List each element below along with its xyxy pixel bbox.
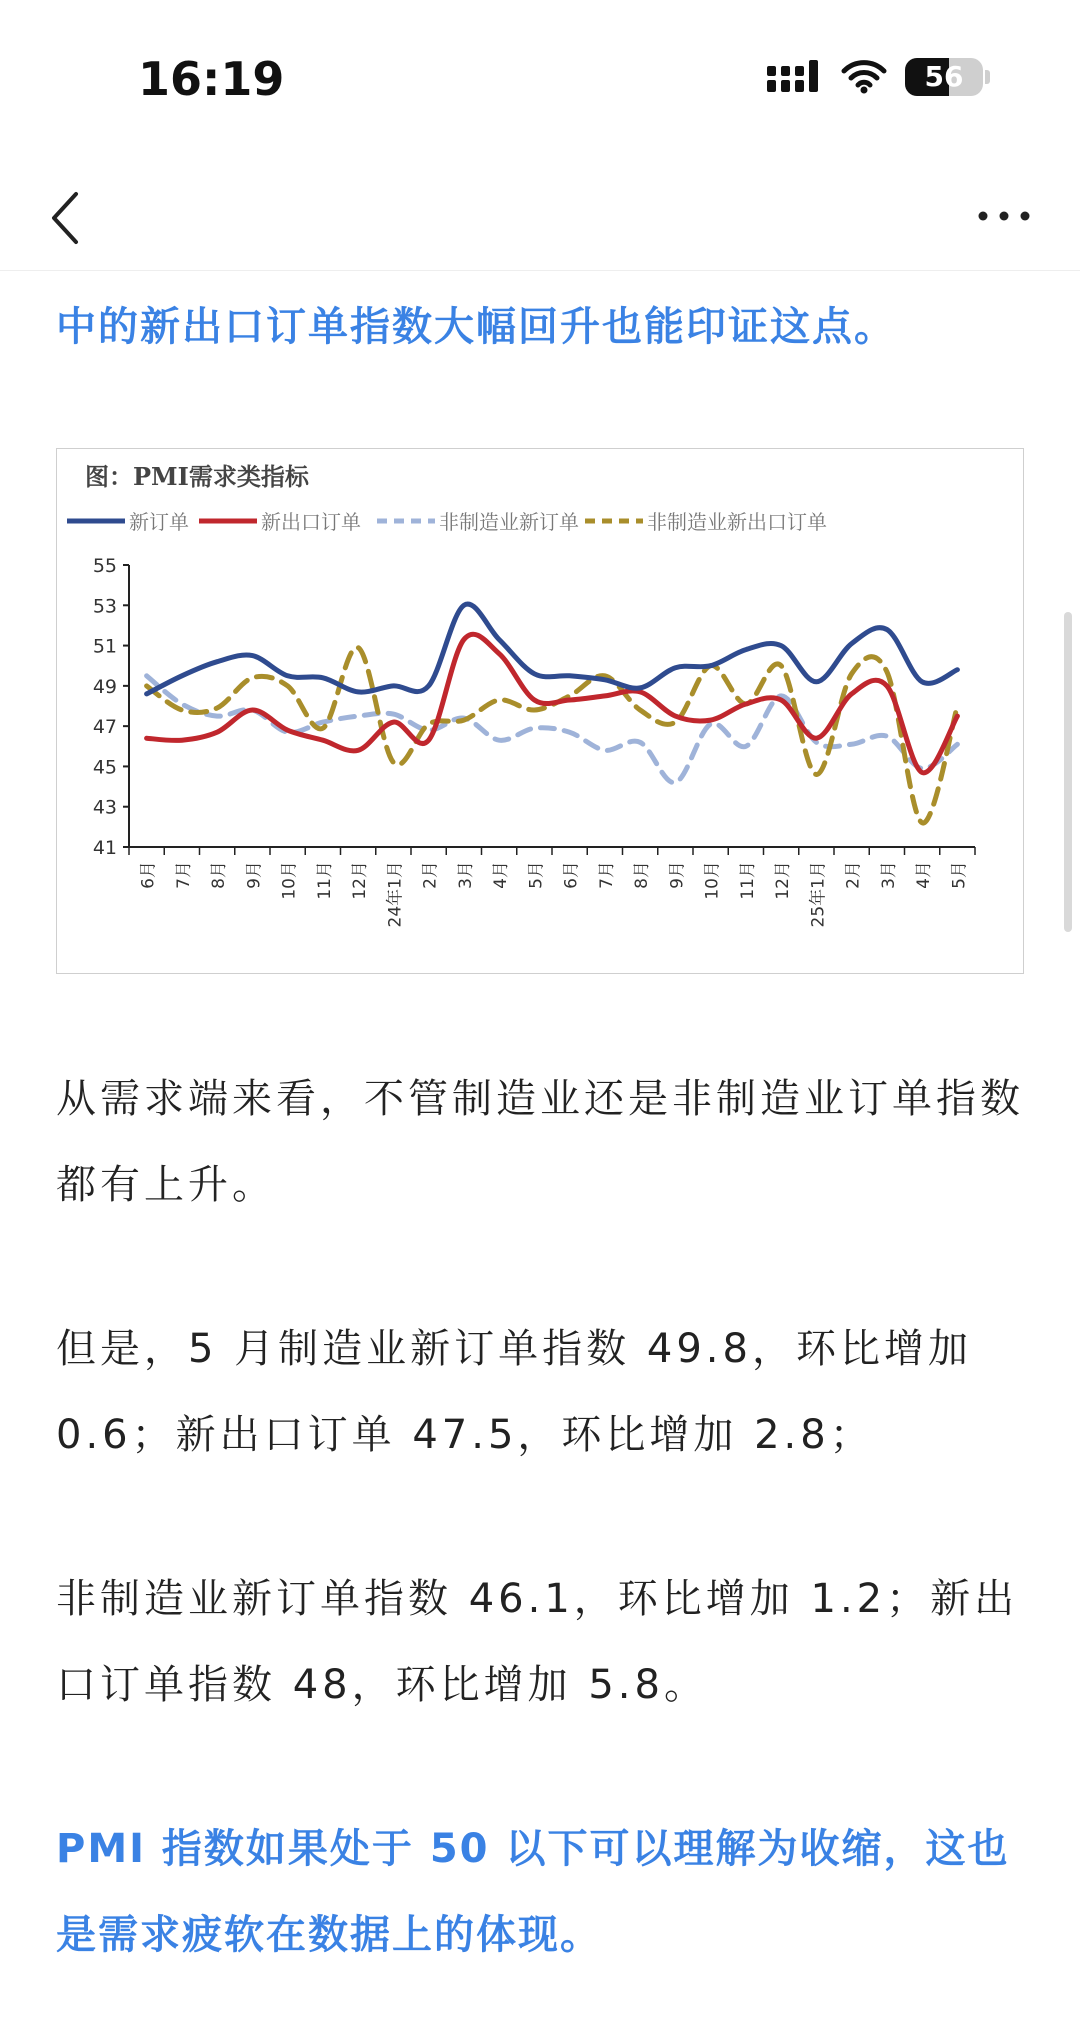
- battery-cap: [985, 70, 990, 84]
- x-tick-label: 4月: [491, 861, 512, 889]
- x-tick-label: 9月: [667, 861, 688, 889]
- legend-label-1: 新出口订单: [261, 510, 361, 534]
- status-bar: [0, 0, 1080, 160]
- x-tick-label: 3月: [455, 861, 476, 889]
- nav-bar: [0, 160, 1080, 271]
- wifi-icon: [841, 60, 887, 94]
- legend-label-2: 非制造业新订单: [439, 510, 579, 534]
- y-tick-label: 41: [92, 837, 117, 859]
- y-tick-label: 43: [92, 796, 117, 819]
- x-tick-label: 11月: [737, 861, 758, 900]
- y-tick-label: 55: [92, 555, 117, 577]
- more-horizontal-icon: [970, 185, 1040, 245]
- x-tick-label: 10月: [279, 861, 300, 900]
- status-icons: [767, 58, 990, 96]
- pmi-chart: [56, 448, 1024, 974]
- x-tick-label: 12月: [773, 861, 794, 900]
- series-line-3: [147, 647, 958, 823]
- x-tick-label: 24年1月: [385, 861, 406, 928]
- x-tick-label: 8月: [209, 861, 230, 889]
- x-tick-label: 9月: [244, 861, 265, 889]
- x-tick-label: 8月: [632, 861, 653, 889]
- battery-level: 56: [924, 60, 964, 93]
- x-tick-label: 12月: [350, 861, 371, 900]
- x-tick-label: 7月: [173, 861, 194, 889]
- x-tick-label: 4月: [914, 861, 935, 889]
- x-tick-label: 6月: [561, 861, 582, 889]
- legend-label-3: 非制造业新出口订单: [647, 510, 827, 534]
- y-tick-label: 47: [92, 716, 117, 739]
- y-tick-label: 49: [92, 675, 117, 698]
- series-line-1: [147, 634, 958, 773]
- x-tick-label: 2月: [420, 861, 441, 889]
- x-tick-label: 6月: [138, 861, 159, 889]
- x-tick-label: 10月: [702, 861, 723, 900]
- x-tick-label: 25年1月: [808, 861, 829, 928]
- outro-highlight: PMI 指数如果处于 50 以下可以理解为收缩，这也是需求疲软在数据上的体现。: [56, 1826, 1010, 1958]
- x-tick-label: 3月: [878, 861, 899, 889]
- x-tick-label: 5月: [949, 861, 970, 889]
- battery-icon: [905, 58, 983, 96]
- y-tick-label: 53: [92, 595, 117, 618]
- pmi-chart-svg: [57, 449, 1023, 973]
- y-tick-label: 45: [92, 756, 117, 779]
- status-time: 16:19: [138, 52, 285, 106]
- paragraph-demand: 从需求端来看，不管制造业还是非制造业订单指数都有上升。: [56, 1076, 1024, 1208]
- intro-highlight: 中的新出口订单指数大幅回升也能印证这点。: [56, 304, 896, 350]
- cellular-signal-icon: [767, 60, 823, 94]
- chart-title: 图：PMI需求类指标: [85, 462, 309, 491]
- x-tick-label: 7月: [596, 861, 617, 889]
- paragraph-non-manufacturing: 非制造业新订单指数 46.1，环比增加 1.2；新出口订单指数 48，环比增加 5.8。: [56, 1576, 1019, 1708]
- more-button[interactable]: [970, 185, 1040, 245]
- series-line-0: [147, 604, 958, 694]
- scrollbar[interactable]: [1064, 612, 1072, 932]
- y-tick-label: 51: [92, 635, 117, 658]
- x-tick-label: 11月: [314, 861, 335, 900]
- paragraph-manufacturing: 但是，5 月制造业新订单指数 49.8，环比增加 0.6；新出口订单 47.5，环比增加 2.8；: [56, 1326, 972, 1458]
- chevron-left-icon: [40, 180, 100, 250]
- x-tick-label: 2月: [843, 861, 864, 889]
- x-tick-label: 5月: [526, 861, 547, 889]
- legend-label-0: 新订单: [129, 510, 189, 534]
- back-button[interactable]: [40, 180, 100, 250]
